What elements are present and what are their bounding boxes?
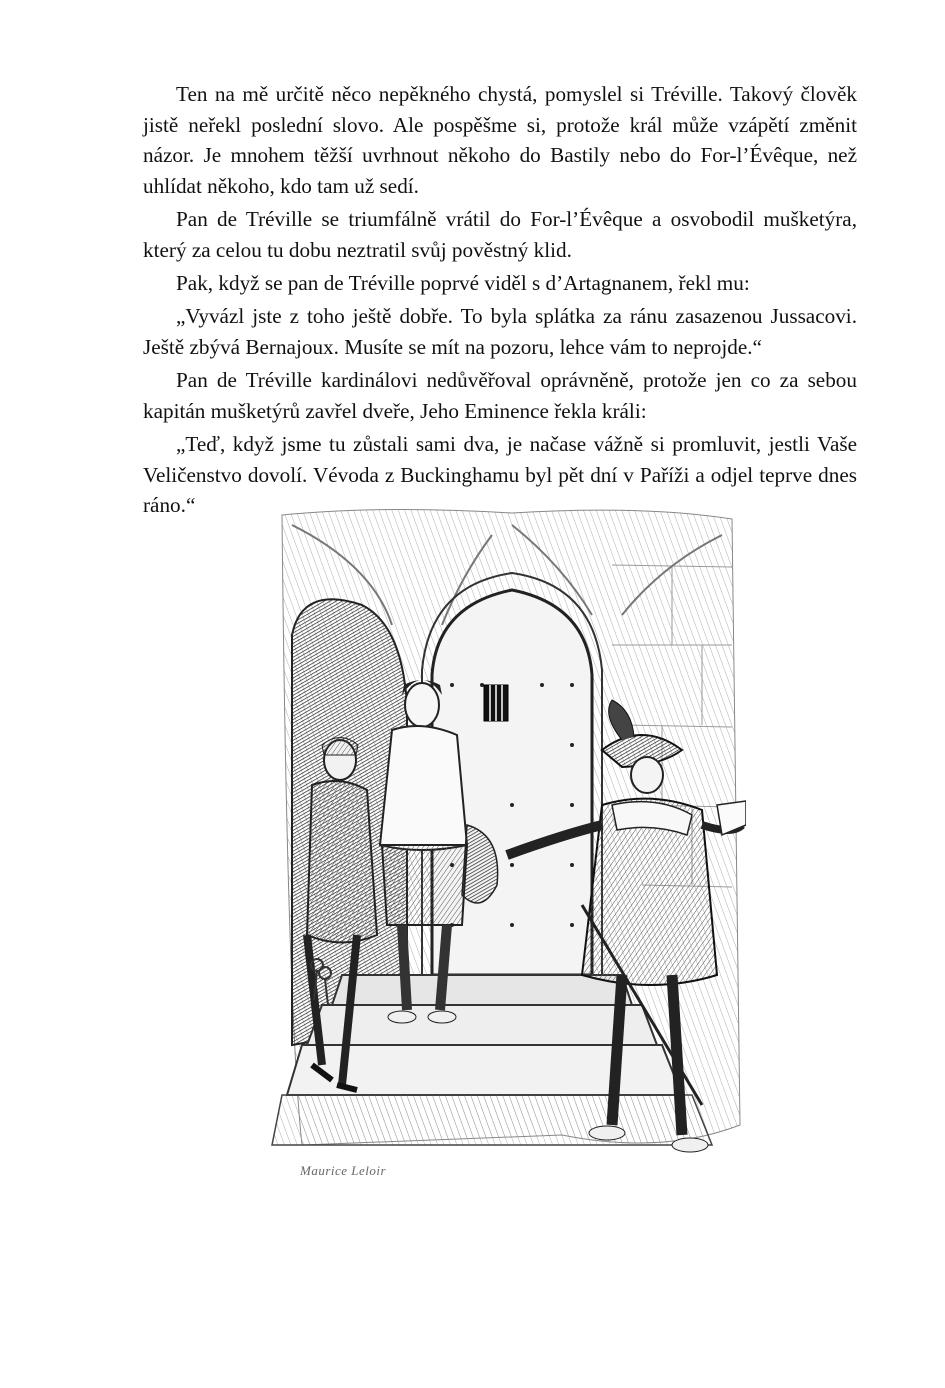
body-text [143,79,857,523]
paragraph-5: Pan de Tréville kardinálovi nedůvěřoval oprávněně, protože jen co za sebou kapitán mušketýrů zavřel dveře, Jeho Eminence řekla králi: [143,368,857,423]
engraving-drawing [262,505,746,1245]
artist-signature: Maurice Leloir [300,1163,387,1178]
paragraph-1: Ten na mě určitě něco nepěkného chystá, pomyslel si Tréville. Takový člověk jistě neřekl poslední slovo. Ale pospěšme si, protože král může vzápětí změnit názor. Je mnohem těžší uvrhnout někoho do Bastily nebo do For-l’Évêque, než uhlídat někoho, kdo tam už sedí. [143,82,857,198]
engraving-illustration [262,505,746,1245]
paragraph-3: Pak, když se pan de Tréville poprvé viděl s d’Artagnanem, řekl mu: [176,270,750,295]
paragraph-4: „Vyvázl jste z toho ještě dobře. To byla splátka za ránu zasazenou Jussacovi. Ještě zbývá Bernajoux. Musíte se mít na pozoru, lehce vám to neprojde.“ [143,304,857,359]
paragraph-2: Pan de Tréville se triumfálně vrátil do For-l’Évêque a osvobodil mušketýra, který za celou tu dobu neztratil svůj pověstný klid. [143,207,857,262]
paragraph-6: „Teď, když jsme tu zůstali sami dva, je načase vážně si promluvit, jestli Vaše Veličenstvo dovolí. Vévoda z Buckinghamu byl pět dní v Paříži a odjel teprve dnes ráno.“ [143,431,857,518]
